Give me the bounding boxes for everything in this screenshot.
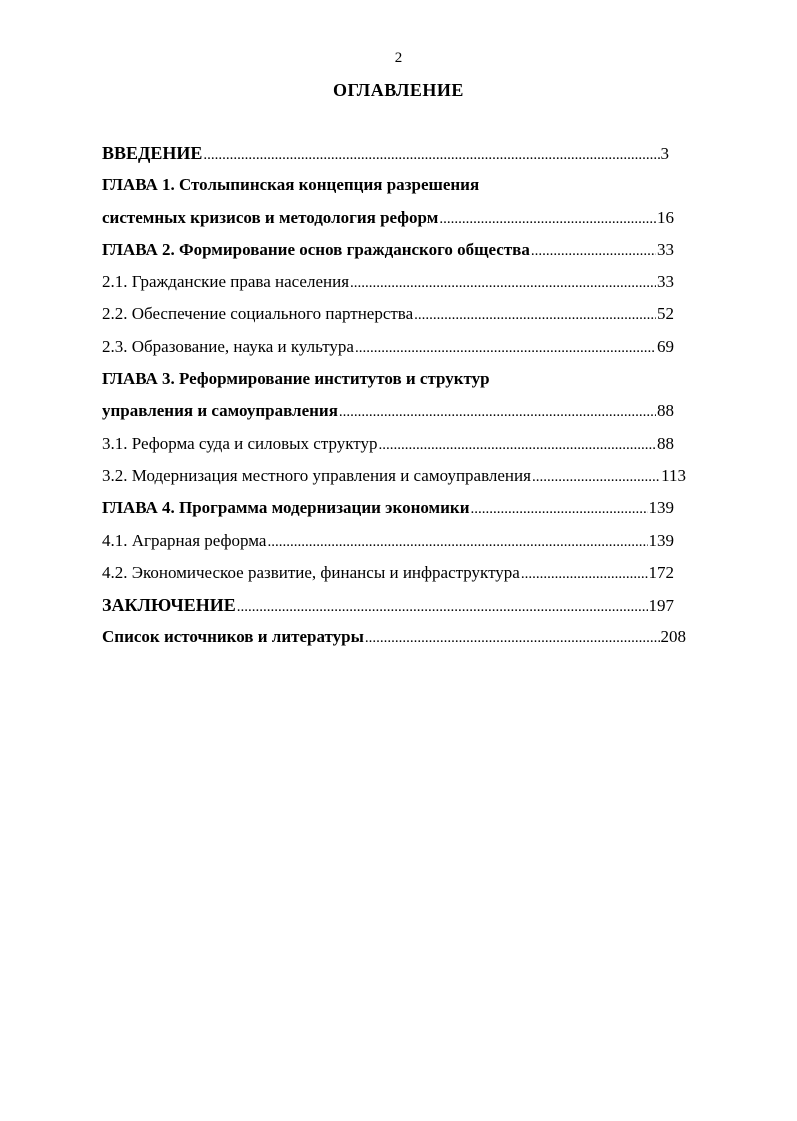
dot-leader <box>521 566 648 583</box>
toc-entry-page: 33 <box>657 272 674 292</box>
toc-entry-title: 3.2. Модернизация местного управления и самоуправления <box>102 465 531 485</box>
toc-entry-page: 113 <box>661 465 686 485</box>
table-of-contents <box>102 143 702 660</box>
toc-entry-page: 139 <box>648 530 674 550</box>
toc-entry-title: ГЛАВА 4. Программа модернизации экономики <box>102 498 470 518</box>
toc-entry-title: 2.3. Образование, наука и культура <box>102 336 354 356</box>
dot-leader <box>532 469 660 486</box>
dot-leader <box>203 147 659 164</box>
toc-entry-section-3-2[interactable] <box>102 466 686 498</box>
toc-entry-chapter-3-line-1[interactable] <box>102 369 702 401</box>
toc-entry-title: ЗАКЛЮЧЕНИЕ <box>102 595 236 616</box>
toc-entry-page: 197 <box>648 596 674 616</box>
toc-entry-title: ГЛАВА 1. Столыпинская концепция разрешения <box>102 175 480 195</box>
toc-entry-chapter-4[interactable] <box>102 498 674 530</box>
toc-entry-title: 4.2. Экономическое развитие, финансы и инфраструктура <box>102 562 520 582</box>
page-title: ОГЛАВЛЕНИЕ <box>333 80 464 100</box>
toc-entry-conclusion[interactable] <box>102 595 674 627</box>
dot-leader <box>350 275 656 292</box>
dot-leader <box>237 599 648 616</box>
toc-entry-section-2-1[interactable] <box>102 272 674 304</box>
page-number: 2 <box>394 50 403 66</box>
dot-leader <box>365 630 660 647</box>
toc-entry-page: 88 <box>657 401 674 421</box>
dot-leader <box>471 501 648 518</box>
toc-entry-page: 208 <box>660 627 686 647</box>
toc-entry-introduction[interactable] <box>102 143 669 175</box>
toc-entry-page: 3 <box>660 144 669 163</box>
toc-entry-chapter-3-line-2[interactable] <box>102 401 674 433</box>
dot-leader <box>414 307 656 324</box>
toc-entry-title: системных кризисов и методология реформ <box>102 207 439 227</box>
toc-entry-chapter-2[interactable] <box>102 240 674 272</box>
toc-entry-title: ГЛАВА 3. Реформирование институтов и структур <box>102 369 490 389</box>
toc-entry-title: управления и самоуправления <box>102 401 338 421</box>
toc-entry-chapter-1-line-2[interactable] <box>102 208 674 240</box>
toc-entry-title: 3.1. Реформа суда и силовых структур <box>102 433 378 453</box>
toc-entry-section-4-1[interactable] <box>102 531 674 563</box>
toc-entry-section-4-2[interactable] <box>102 563 674 595</box>
toc-entry-title: 2.2. Обеспечение социального партнерства <box>102 304 414 324</box>
toc-entry-page: 88 <box>657 433 674 453</box>
toc-entry-section-2-3[interactable] <box>102 337 674 369</box>
toc-entry-title: 2.1. Гражданские права населения <box>102 272 350 292</box>
toc-entry-chapter-1-line-1[interactable] <box>102 175 702 207</box>
toc-entry-page: 33 <box>657 239 674 259</box>
dot-leader <box>339 404 656 421</box>
dot-leader <box>379 437 657 454</box>
toc-entry-page: 16 <box>657 207 674 227</box>
toc-entry-section-2-2[interactable] <box>102 304 674 336</box>
toc-entry-section-3-1[interactable] <box>102 434 674 466</box>
toc-entry-bibliography[interactable] <box>102 627 686 659</box>
dot-leader <box>267 534 647 551</box>
toc-entry-title: ГЛАВА 2. Формирование основ гражданского общества <box>102 239 530 259</box>
toc-entry-title: ВВЕДЕНИЕ <box>102 143 203 163</box>
toc-entry-page: 139 <box>648 498 674 518</box>
toc-entry-title: Список источников и литературы <box>102 627 364 647</box>
toc-entry-page: 172 <box>648 562 674 582</box>
dot-leader <box>439 211 656 228</box>
toc-entry-page: 69 <box>657 336 674 356</box>
dot-leader <box>355 340 656 357</box>
dot-leader <box>531 243 656 260</box>
toc-entry-page: 52 <box>657 304 674 324</box>
toc-entry-title: 4.1. Аграрная реформа <box>102 530 267 550</box>
